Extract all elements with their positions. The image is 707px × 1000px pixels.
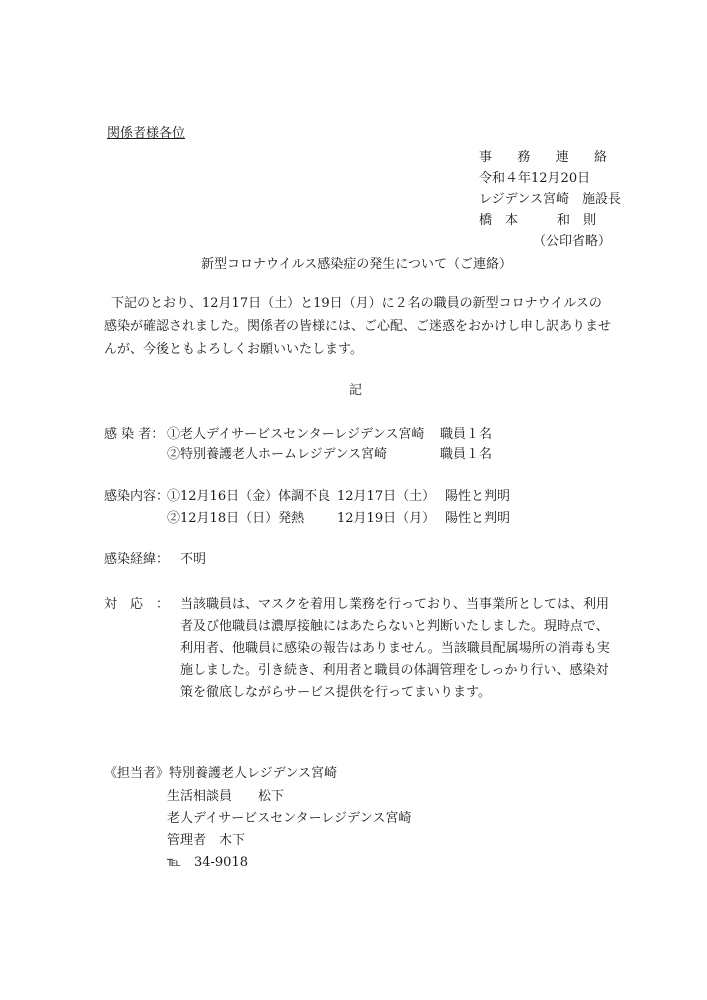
response-line-5: 策を徹底しながらサービス提供を行ってまいります。 <box>180 685 491 700</box>
seal-note: （公印省略） <box>533 234 612 249</box>
details-onset-1: ①12月16日（金）体調不良 <box>167 489 331 504</box>
details-onset-2: ②12月18日（日）発熱 <box>167 511 305 526</box>
details-label: 感染内容： <box>104 489 170 504</box>
infected-count-2: 職員１名 <box>440 447 493 462</box>
response-line-2: 者及び他職員は濃厚接触にはあたらないと判断いたしました。現時点で、 <box>180 619 609 634</box>
route-value: 不明 <box>180 552 207 567</box>
contact-tel: ℡ 34-9018 <box>167 855 248 870</box>
addressee: 関係者様各位 <box>107 126 186 141</box>
infected-count-1: 職員１名 <box>440 427 493 442</box>
response-label: 対 応 ： <box>104 597 170 612</box>
doc-type: 事 務 連 絡 <box>479 150 607 165</box>
signer-name: 橋 本 和 則 <box>479 213 597 228</box>
ki-mark: 記 <box>349 383 363 398</box>
contact-line-3: 管理者 木下 <box>167 833 246 848</box>
response-line-1: 当該職員は、マスクを着用し業務を行っており、当事業所としては、利用 <box>180 597 610 612</box>
contact-line-2: 老人デイサービスセンターレジデンス宮崎 <box>167 811 412 826</box>
infected-place-2: ②特別養護老人ホームレジデンス宮崎 <box>167 447 388 462</box>
details-result-2: 陽性と判明 <box>445 511 511 526</box>
response-line-3: 利用者、他職員に感染の報告はありません。当該職員配属場所の消毒も実 <box>180 641 610 656</box>
infected-place-1: ①老人デイサービスセンターレジデンス宮崎 <box>167 427 425 442</box>
contact-line-1: 生活相談員 松下 <box>167 789 285 804</box>
contact-label: 《担当者》特別養護老人レジデンス宮崎 <box>104 766 338 781</box>
intro-line-1: 下記のとおり、12月17日（土）と19日（月）に２名の職員の新型コロナウイルスの <box>111 296 602 311</box>
issue-date: 令和４年12月20日 <box>479 171 591 186</box>
organization: レジデンス宮崎 施設長 <box>479 192 622 207</box>
details-date-1: 12月17日（土） <box>337 489 436 504</box>
details-result-1: 陽性と判明 <box>445 489 511 504</box>
infected-label: 感 染 者： <box>104 427 165 442</box>
details-date-2: 12月19日（月） <box>337 511 436 526</box>
response-line-4: 施しました。引き続き、利用者と職員の体調管理をしっかり行い、感染対 <box>180 663 609 678</box>
intro-line-2: 感染が確認されました。関係者の皆様には、ご心配、ご迷惑をおかけし申し訳ありませ <box>104 319 612 334</box>
document-title: 新型コロナウイルス感染症の発生について（ご連絡） <box>201 257 512 272</box>
intro-line-3: んが、今後ともよろしくお願いいたします。 <box>104 342 363 357</box>
route-label: 感染経緯： <box>104 552 170 567</box>
